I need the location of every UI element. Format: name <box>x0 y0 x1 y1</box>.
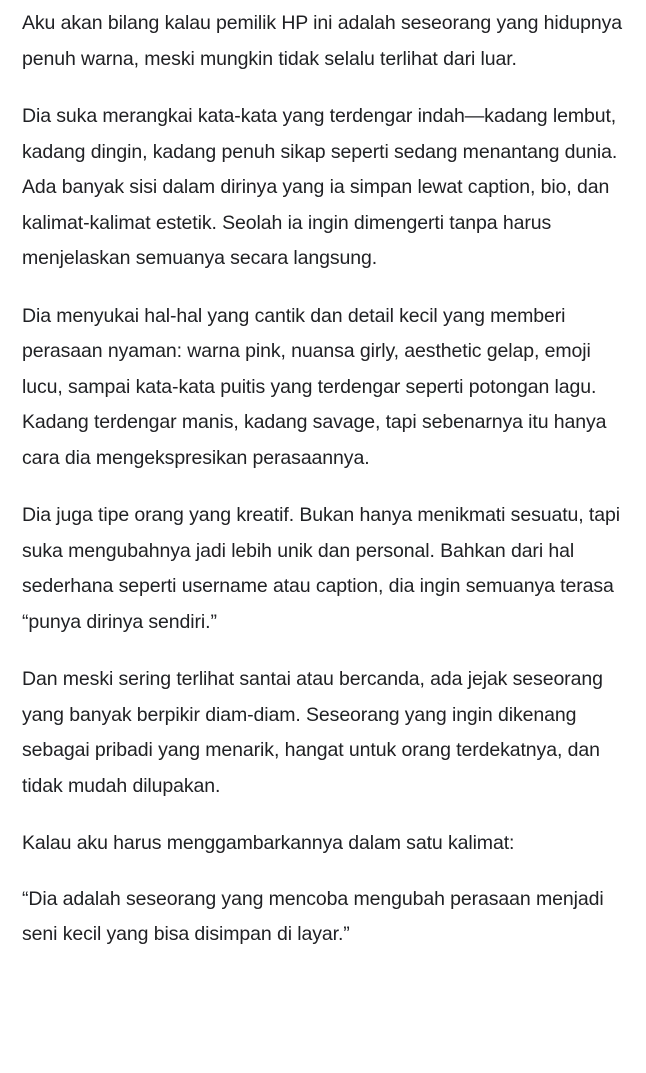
paragraph-words: Dia suka merangkai kata-kata yang terdengar indah—kadang lembut, kadang dingin, kadang penuh sikap seperti sedang menantang dunia. Ada banyak sisi dalam dirinya yang ia simpan lewat caption, bio, dan kalimat-kalimat estetik. Seolah ia ingin dimengerti tanpa harus menjelaskan semuanya secara langsung. <box>22 105 618 269</box>
paragraph-quote: “Dia adalah seseorang yang mencoba mengubah perasaan menjadi seni kecil yang bisa disimpan di layar.” <box>22 887 604 945</box>
paragraph-thinker: Dan meski sering terlihat santai atau bercanda, ada jejak seseorang yang banyak berpikir diam-diam. Seseorang yang ingin dikenang sebagai pribadi yang menarik, hangat untuk orang terdekatnya, dan tidak mudah dilupakan. <box>22 668 603 797</box>
paragraph-lead-in: Kalau aku harus menggambarkannya dalam satu kalimat: <box>22 832 515 854</box>
paragraph-creative: Dia juga tipe orang yang kreatif. Bukan hanya menikmati sesuatu, tapi suka mengubahnya jadi lebih unik dan personal. Bahkan dari hal sederhana seperti username atau caption, dia ingin semuanya terasa “punya dirinya sendiri.” <box>22 504 620 633</box>
paragraph-likes: Dia menyukai hal-hal yang cantik dan detail kecil yang memberi perasaan nyaman: warna pink, nuansa girly, aesthetic gelap, emoji lucu, sampai kata-kata puitis yang terdengar seperti potongan lagu. Kadang terdengar manis, kadang savage, tapi sebenarnya itu hanya cara dia mengekspresikan perasaannya. <box>22 304 607 469</box>
paragraph-intro: Aku akan bilang kalau pemilik HP ini adalah seseorang yang hidupnya penuh warna, meski mungkin tidak selalu terlihat dari luar. <box>22 12 623 70</box>
